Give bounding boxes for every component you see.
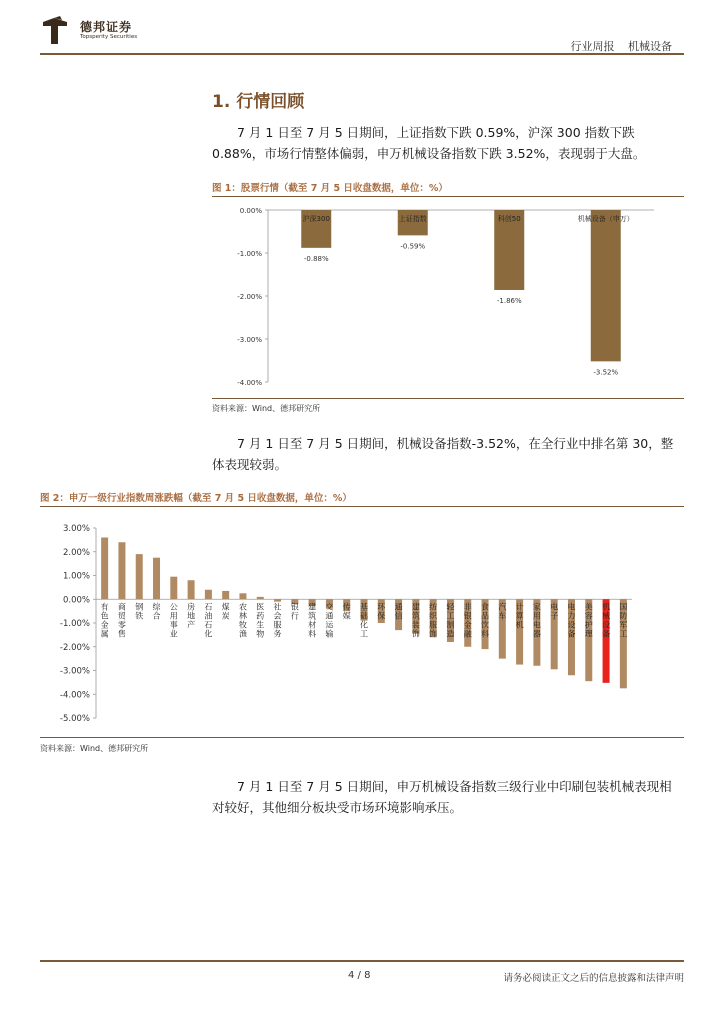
chart-1	[212, 198, 684, 396]
figure-2-top-rule	[40, 506, 684, 507]
paragraph-2: 7 月 1 日至 7 月 5 日期间，机械设备指数-3.52%，在全行业中排名第 30，整体表现较弱。	[212, 436, 674, 472]
chart-2-category-label: 环保	[377, 602, 386, 621]
chart-2-y-tick-label: 2.00%	[62, 547, 90, 558]
paragraph-3: 7 月 1 日至 7 月 5 日期间，申万机械设备指数三级行业中印刷包装机械表现相对较好，其他细分板块受市场环境影响承压。	[212, 779, 672, 815]
chart-2-category-label: 社会服务	[273, 602, 282, 639]
chart-2-category-label: 基础化工	[360, 602, 368, 639]
chart-1-y-tick-label: -4.00%	[237, 379, 262, 387]
chart-2-category-label: 电子	[550, 602, 559, 621]
logo-subtitle: Topsperity Securities	[80, 34, 138, 40]
chart-2-category-label: 食品饮料	[481, 602, 490, 639]
chart-2-category-label: 传媒	[342, 602, 351, 621]
report-type: 行业周报	[570, 40, 615, 53]
chart-2-bar	[188, 580, 195, 599]
header-rule	[40, 53, 684, 55]
chart-2-category-label: 银行	[290, 602, 299, 621]
logo-text: 德邦证券	[80, 20, 133, 34]
chart-1-value-label: -0.88%	[303, 254, 329, 263]
page-number: 4 / 8	[348, 970, 371, 981]
chart-1-y-tick-label: -1.00%	[237, 250, 262, 258]
header-labels	[561, 38, 673, 54]
chart-2	[40, 508, 684, 734]
chart-1-value-label: -0.59%	[400, 242, 426, 251]
chart-2-bar	[118, 542, 125, 599]
chart-2-category-label: 国防军工	[619, 602, 628, 639]
logo-icon	[40, 16, 70, 46]
chart-1-category-label: 上证指数	[398, 215, 427, 223]
chart-2-y-tick-label: 1.00%	[62, 571, 90, 582]
chart-2-category-label: 房地产	[187, 602, 196, 630]
chart-2-category-label: 煤炭	[221, 602, 230, 621]
chart-2-category-label: 建筑材料	[308, 602, 317, 639]
sector-name: 机械设备	[628, 40, 672, 53]
section-title: 1. 行情回顾	[212, 92, 305, 112]
chart-2-category-label: 电力设备	[567, 602, 576, 639]
chart-2-category-label: 机械设备	[602, 602, 611, 639]
chart-2-bar	[153, 558, 160, 600]
chart-2-bar	[222, 591, 229, 599]
chart-2-category-label: 有色金属	[100, 602, 109, 639]
figure-2-bottom-rule	[40, 737, 684, 738]
chart-2-bar	[170, 577, 177, 600]
chart-2-category-label: 钢铁	[135, 602, 144, 621]
chart-2-category-label: 家用电器	[532, 602, 541, 639]
chart-2-y-tick-label: -5.00%	[59, 714, 90, 724]
chart-1-value-label: -1.86%	[496, 296, 522, 305]
chart-2-category-label: 医药生物	[256, 602, 265, 639]
chart-1-category-label: 机械设备（申万）	[577, 215, 634, 223]
chart-1-value-label: -3.52%	[593, 368, 619, 377]
chart-2-category-label: 通信	[394, 602, 403, 621]
figure-1-source: 资料来源：Wind、德邦研究所	[212, 404, 321, 413]
chart-2-category-label: 汽车	[498, 602, 507, 621]
chart-2-bar	[257, 597, 264, 599]
figure-1-bottom-rule	[212, 398, 684, 399]
figure-1-top-rule	[212, 196, 684, 197]
chart-1-category-label: 科创50	[497, 215, 521, 223]
chart-2-bar	[136, 554, 143, 599]
chart-1-bar	[591, 210, 621, 361]
chart-2-category-label: 交通运输	[325, 602, 334, 639]
figure-1-title: 图 1：股票行情（截至 7 月 5 日收盘数据，单位：%）	[212, 183, 448, 194]
chart-2-bar	[101, 538, 108, 600]
chart-1-y-tick-label: -2.00%	[237, 293, 262, 301]
chart-2-y-tick-label: -1.00%	[59, 619, 90, 629]
chart-2-category-label: 商贸零售	[117, 602, 126, 639]
chart-2-category-label: 公用事业	[169, 602, 178, 639]
chart-1-y-tick-label: 0.00%	[239, 207, 262, 215]
chart-2-y-tick-label: -3.00%	[59, 666, 90, 677]
chart-2-y-tick-label: -2.00%	[59, 642, 90, 653]
chart-2-category-label: 综合	[152, 602, 161, 621]
chart-2-y-tick-label: 0.00%	[62, 595, 90, 606]
chart-2-category-label: 石油石化	[204, 602, 213, 639]
chart-2-bar	[205, 590, 212, 600]
chart-2-category-label: 美容护理	[584, 602, 593, 639]
chart-2-category-label: 非银金融	[463, 602, 472, 639]
chart-1-y-tick-label: -3.00%	[237, 336, 262, 344]
chart-2-category-label: 纺织服饰	[429, 602, 438, 639]
chart-2-category-label: 计算机	[515, 602, 524, 630]
figure-2-title: 图 2：申万一级行业指数周涨跌幅（截至 7 月 5 日收盘数据，单位：%）	[40, 493, 352, 504]
figure-2-source: 资料来源：Wind、德邦研究所	[40, 744, 149, 753]
chart-2-bar	[239, 593, 246, 599]
chart-2-y-tick-label: -4.00%	[59, 690, 90, 701]
chart-2-y-tick-label: 3.00%	[62, 524, 90, 534]
footer-rule	[40, 960, 684, 962]
chart-2-category-label: 农林牧渔	[238, 602, 247, 639]
chart-1-category-label: 沪深300	[302, 215, 330, 223]
paragraph-1: 7 月 1 日至 7 月 5 日期间，上证指数下跌 0.59%，沪深 300 指数下跌 0.88%，市场行情整体偏弱，申万机械设备指数下跌 3.52%，表现弱于大盘。	[212, 125, 646, 161]
disclaimer: 请务必阅读正文之后的信息披露和法律声明	[503, 973, 684, 984]
chart-2-category-label: 轻工制造	[446, 602, 455, 639]
chart-2-category-label: 建筑装饰	[411, 602, 420, 639]
